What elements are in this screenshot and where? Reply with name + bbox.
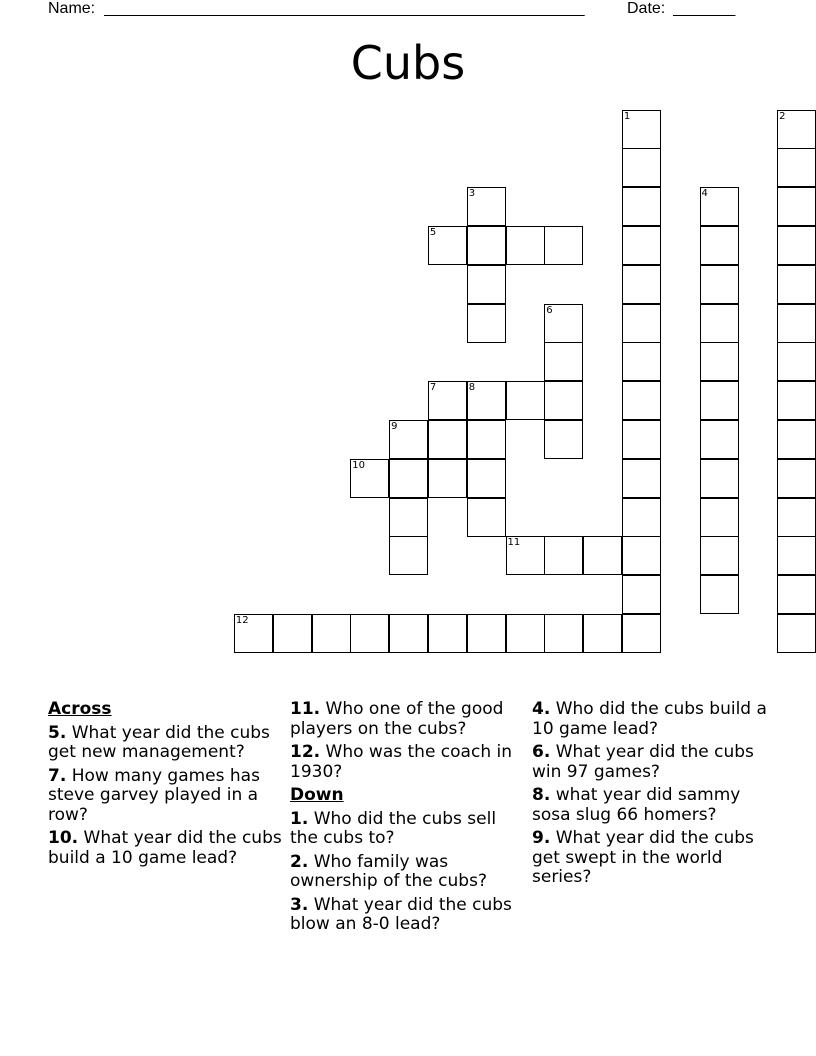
clue — [532, 786, 768, 825]
clue-number: 3. — [290, 894, 309, 915]
clue-number: 4 — [701, 188, 708, 200]
clue-number: 11 — [507, 537, 521, 549]
grid-cell[interactable] — [622, 187, 661, 226]
grid-cell[interactable] — [350, 459, 389, 498]
clue-number: 10 — [352, 459, 366, 471]
grid-cell[interactable] — [700, 575, 739, 614]
clue-text: What year did the cubs build a 10 game lead? — [48, 828, 282, 868]
grid-cell[interactable] — [389, 498, 428, 537]
grid-cell[interactable] — [777, 536, 816, 575]
grid-cell[interactable] — [700, 459, 739, 498]
clue — [532, 743, 768, 782]
clue-text: What year did the cubs get swept in the world series? — [532, 828, 754, 887]
grid-cell[interactable] — [544, 304, 583, 343]
grid-cell[interactable] — [777, 226, 816, 265]
grid-cell[interactable] — [544, 342, 583, 381]
clue-text: What year did the cubs get new management? — [48, 722, 270, 762]
clue-text: Who family was ownership of the cubs? — [290, 851, 487, 891]
grid-cell[interactable] — [506, 614, 545, 653]
clue — [290, 853, 526, 892]
grid-cell[interactable] — [467, 226, 506, 265]
page-title: Cubs — [350, 36, 466, 90]
clue-text: what year did sammy sosa slug 66 homers? — [532, 785, 741, 825]
grid-cell[interactable] — [622, 304, 661, 343]
grid-cell[interactable] — [777, 265, 816, 304]
grid-cell[interactable] — [622, 420, 661, 459]
grid-cell[interactable] — [777, 420, 816, 459]
clue-number: 10. — [48, 828, 79, 848]
clue — [48, 767, 284, 826]
clue — [290, 896, 526, 935]
grid-cell[interactable] — [428, 614, 467, 653]
grid-cell[interactable] — [622, 381, 661, 420]
clue-number: 4. — [532, 699, 551, 719]
clue-text: What year did the cubs blow an 8-0 lead? — [290, 894, 512, 934]
grid-cell[interactable] — [234, 614, 273, 653]
grid-cell[interactable] — [622, 614, 661, 653]
grid-cell[interactable] — [389, 614, 428, 653]
grid-cell[interactable] — [389, 536, 428, 575]
grid-cell[interactable] — [622, 148, 661, 187]
grid-cell[interactable] — [467, 459, 506, 498]
clue-number: 9. — [532, 828, 551, 848]
grid-cell[interactable] — [312, 614, 351, 653]
grid-cell[interactable] — [467, 381, 506, 420]
grid-cell[interactable] — [777, 459, 816, 498]
grid-cell[interactable] — [544, 226, 583, 265]
grid-cell[interactable] — [622, 536, 661, 575]
clue-number: 5. — [48, 722, 67, 743]
clue — [290, 743, 526, 782]
grid-cell[interactable] — [700, 420, 739, 459]
grid-cell[interactable] — [700, 187, 739, 226]
grid-cell[interactable] — [467, 304, 506, 343]
grid-cell[interactable] — [544, 420, 583, 459]
clue-number: 12 — [235, 614, 249, 626]
grid-cell[interactable] — [583, 536, 622, 575]
grid-cell[interactable] — [700, 265, 739, 304]
grid-cell[interactable] — [506, 226, 545, 265]
clue-text: How many games has steve garvey played in a row? — [48, 765, 260, 825]
grid-cell[interactable] — [544, 536, 583, 575]
grid-cell[interactable] — [777, 187, 816, 226]
grid-cell[interactable] — [467, 420, 506, 459]
clue — [532, 829, 768, 888]
clue-number: 5 — [429, 226, 437, 238]
grid-cell[interactable] — [700, 498, 739, 537]
clue — [48, 724, 284, 763]
clue-number: 7 — [429, 382, 437, 394]
grid-cell[interactable] — [428, 459, 467, 498]
grid-cell[interactable] — [467, 187, 506, 226]
grid-cell[interactable] — [622, 575, 661, 614]
clue — [290, 810, 526, 849]
grid-cell[interactable] — [467, 498, 506, 537]
grid-cell[interactable] — [622, 110, 661, 149]
grid-cell[interactable] — [350, 614, 389, 653]
clue-text: Who was the coach in 1930? — [290, 742, 512, 782]
name-blank[interactable]: ______________________________________________________ — [104, 0, 585, 17]
clue-number: 12. — [290, 742, 321, 762]
grid-cell[interactable] — [467, 614, 506, 653]
grid-cell[interactable] — [777, 110, 816, 149]
grid-cell[interactable] — [428, 226, 467, 265]
clues-column-left — [48, 700, 284, 872]
section-heading-across: Across — [48, 699, 112, 719]
grid-cell[interactable] — [544, 381, 583, 420]
grid-cell[interactable] — [622, 265, 661, 304]
grid-cell[interactable] — [544, 614, 583, 653]
grid-cell[interactable] — [389, 420, 428, 459]
section-heading-down: Down — [290, 785, 344, 805]
clue-text: What year did the cubs win 97 games? — [532, 742, 754, 782]
clue — [532, 700, 768, 739]
clue-number: 2 — [779, 110, 786, 122]
grid-cell[interactable] — [700, 536, 739, 575]
clue — [48, 829, 284, 868]
grid-cell[interactable] — [622, 226, 661, 265]
clue-number: 1 — [623, 110, 631, 122]
clue-number: 8 — [468, 382, 476, 394]
grid-cell[interactable] — [506, 536, 545, 575]
grid-cell[interactable] — [700, 226, 739, 265]
grid-cell[interactable] — [777, 342, 816, 381]
grid-cell[interactable] — [622, 459, 661, 498]
clue-text: Who did the cubs build a 10 game lead? — [532, 699, 767, 739]
clue-number: 9 — [391, 420, 398, 432]
date-blank[interactable]: _______ — [673, 0, 736, 17]
clue-number: 2. — [290, 851, 309, 872]
grid-cell[interactable] — [506, 381, 545, 420]
clue-number: 6 — [546, 304, 553, 316]
grid-cell[interactable] — [583, 614, 622, 653]
grid-cell[interactable] — [428, 381, 467, 420]
grid-cell[interactable] — [622, 498, 661, 537]
grid-cell[interactable] — [622, 342, 661, 381]
grid-cell[interactable] — [467, 265, 506, 304]
clues-column-middle — [290, 700, 526, 939]
clue-number: 6. — [532, 742, 551, 762]
grid-cell[interactable] — [777, 304, 816, 343]
clue-text: Who did the cubs sell the cubs to? — [290, 808, 497, 848]
grid-cell[interactable] — [273, 614, 312, 653]
clue-number: 11. — [290, 699, 321, 719]
date-label: Date: — [627, 0, 666, 17]
grid-cell[interactable] — [700, 304, 739, 343]
grid-cell[interactable] — [777, 575, 816, 614]
clue — [290, 700, 526, 739]
grid-cell[interactable] — [777, 381, 816, 420]
clue-number: 7. — [48, 765, 67, 786]
grid-cell[interactable] — [389, 459, 428, 498]
grid-cell[interactable] — [777, 148, 816, 187]
clues-column-right — [532, 700, 768, 892]
clue-number: 1. — [290, 808, 309, 829]
clue-text: Who one of the good players on the cubs? — [290, 699, 504, 739]
grid-cell[interactable] — [700, 381, 739, 420]
name-label: Name: — [48, 0, 96, 17]
grid-cell[interactable] — [777, 498, 816, 537]
grid-cell[interactable] — [777, 614, 816, 653]
grid-cell[interactable] — [428, 420, 467, 459]
grid-cell[interactable] — [700, 342, 739, 381]
clue-number: 8. — [532, 785, 551, 805]
clue-number: 3 — [468, 188, 476, 200]
